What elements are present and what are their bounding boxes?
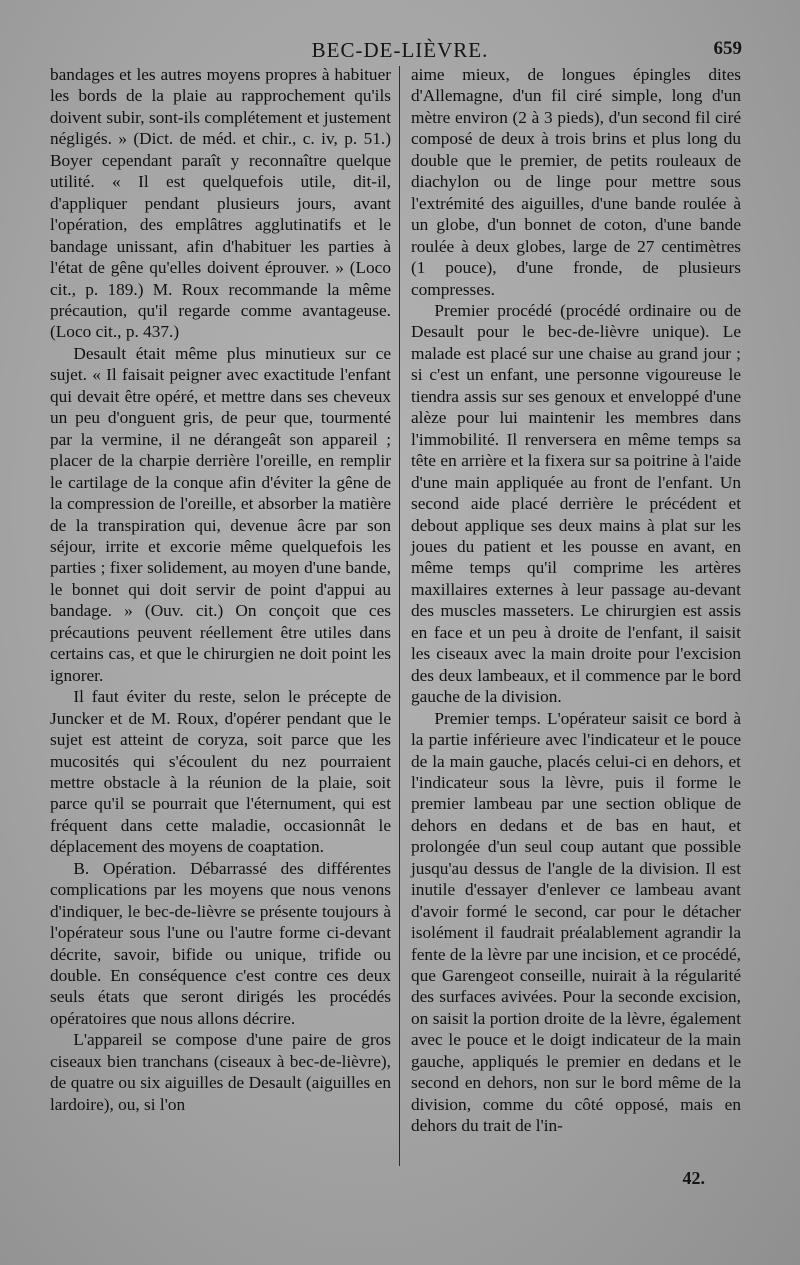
paragraph: L'appareil se compose d'une paire de gros ciseaux bien tranchans (ciseaux à bec-de-lièvre), de quatre ou six aiguilles de Desault (aiguilles en lardoire), ou, si l'on [50,1030,391,1114]
right-text-column [411,64,741,1137]
page-number: 659 [713,38,742,59]
paragraph: Il faut éviter du reste, selon le précepte de Juncker et de M. Roux, d'opérer pendant que le sujet est atteint de coryza, soit parce que les mucosités qui s'écoulent du nez pourraient mettre obstacle à la réunion de la plaie, soit parce qu'il se pourrait que l'éternument, qui est fréquent dans cette maladie, occasionnât le déplacement des moyens de coaptation. [50,687,391,857]
running-title: BEC-DE-LIÈVRE. [311,38,489,62]
paragraph: Premier temps. L'opérateur saisit ce bord à la partie inférieure avec l'indicateur et le pouce de la main gauche, placés celui-ci en dehors, et l'indicateur sous la lèvre, puis il forme le premier lambeau par une section oblique de dehors en dedans et de bas en haut, et prolongée d'un seul coup autant que possible jusqu'au dessus de l'angle de la division. Il est inutile d'essayer d'enlever ce lambeau avant d'avoir formé le second, car pour le détacher isolément il faudrait préalablement agrandir la fente de la lèvre par une incision, et ce procédé, que Garengeot conseille, nuirait à la régularité des surfaces avivées. Pour la seconde excision, on saisit la portion droite de la lèvre, également avec le pouce et le doigt indicateur de la main gauche, appliqués le premier en dedans et le second en dehors, non sur le bord même de la division, comme du côté opposé, mais en dehors du trait de l'in- [411,708,741,1136]
paragraph: bandages et les autres moyens propres à habituer les bords de la plaie au rapprochement qu'ils doivent subir, sont-ils complétement et justement négligés. » (Dict. de méd. et chir., c. iv, p. 51.) Boyer cependant paraît y reconnaître quelque utilité. « Il est quelquefois utile, dit-il, d'appliquer pendant plusieurs jours, avant l'opération, des emplâtres agglutinatifs et le bandage unissant, afin d'habituer les parties à l'état de gêne qu'elles doivent éprouver. » (Loco cit., p. 189.) M. Roux recommande la même précaution, qu'il regarde comme avantageuse. (Loco cit., p. 437.) [50,65,391,342]
paragraph: aime mieux, de longues épingles dites d'Allemagne, d'un fil ciré simple, long d'un mètre environ (2 à 3 pieds), d'un second fil ciré composé de deux à trois brins et plus long du double que le premier, de petits rouleaux de diachylon ou de linge pour mettre sous l'extrémité des aiguilles, d'une bande roulée à un globe, d'un bonnet de coton, d'une bande roulée à deux globes, large de 27 centimètres (1 pouce), d'une fronde, de plusieurs compresses. [411,65,741,299]
paragraph: Desault était même plus minutieux sur ce sujet. « Il faisait peigner avec exactitude l'enfant qui devait être opéré, et mettre dans ses cheveux un peu d'onguent gris, de peur que, tourmenté par la vermine, il ne dérangeât son appareil ; placer de la charpie derrière l'oreille, en remplir le cartilage de la conque afin d'éviter la gêne de la compression de l'oreille, et absorber la matière de la transpiration qui, devenue âcre par son séjour, irrite et excorie même quelquefois les parties ; fixer solidement, au moyen d'une bande, le bonnet qui doit servir de point d'appui au bandage. » (Ouv. cit.) On conçoit que ces précautions peuvent réellement être utiles dans certains cas, et que le chirurgien ne doit point les ignorer. [50,343,391,685]
paragraph: B. Opération. Débarrassé des différentes complications par les moyens que nous venons d'indiquer, le bec-de-lièvre se présente toujours à l'opérateur sous l'une ou l'autre forme ci-devant décrite, savoir, bifide ou unique, trifide ou double. En conséquence c'est contre ces deux seuls états que seront dirigés les procédés opératoires que nous allons décrire. [50,858,391,1028]
left-text-column [50,64,391,1115]
column-divider [399,66,400,1166]
signature-mark: 42. [682,1168,705,1188]
paragraph: Premier procédé (procédé ordinaire ou de Desault pour le bec-de-lièvre unique). Le malade est placé sur une chaise au grand jour ; si c'est un enfant, une personne vigoureuse le tiendra assis sur ses genoux et enveloppé d'une alèze pour lui maintenir les membres dans l'immobilité. Il renversera en même temps sa tête en arrière et la fixera sur sa poitrine à l'aide d'une main appliquée au front de l'enfant. Un second aide placé derrière le précédent et debout applique ses deux mains à plat sur les joues du patient et les pousse en avant, en même temps qu'il comprime les artères maxillaires externes à leur passage au-devant des muscles masseters. Le chirurgien est assis en face et un peu à droite de l'enfant, il saisit les ciseaux avec la main droite pour l'excision des deux lambeaux, et il commence par le bord gauche de la division. [411,300,741,707]
running-head [0,32,800,62]
